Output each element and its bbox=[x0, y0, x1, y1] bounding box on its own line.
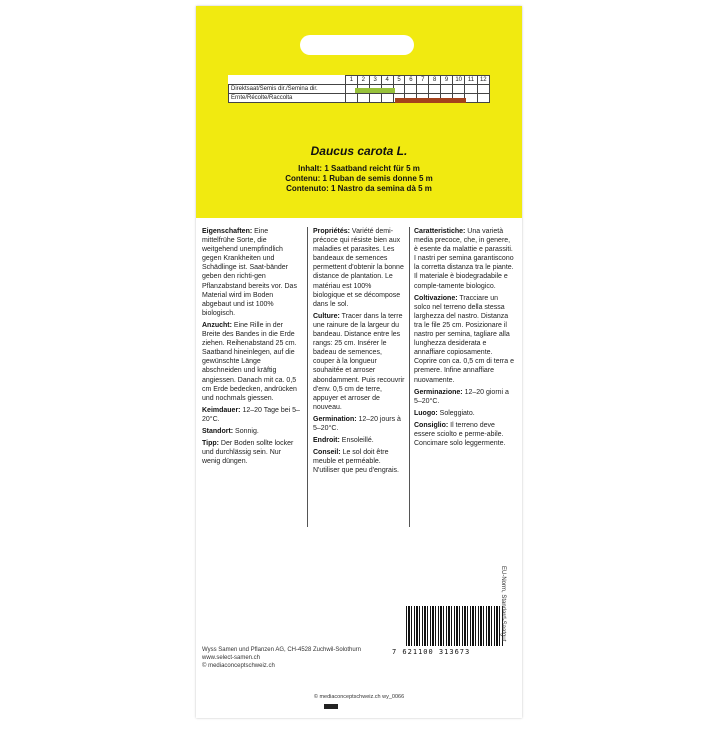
contents-fr: Contenu: 1 Ruban de semis donne 5 m bbox=[285, 174, 433, 183]
french-column bbox=[313, 227, 405, 478]
luogo-paragraph: Luogo: Soleggiato. bbox=[414, 409, 475, 417]
consiglio-paragraph: Consiglio: Il terreno deve essere sciolto e perme-abile. Concimare solo leggermente. bbox=[414, 421, 506, 448]
column-divider bbox=[307, 227, 308, 527]
month-1: 1 bbox=[346, 76, 358, 85]
bottom-credit: © mediaconceptschweiz.ch wy_0066 bbox=[313, 694, 405, 700]
company-address: Wyss Samen und Pflanzen AG, CH-4528 Zuchwil-Solothurn bbox=[202, 647, 362, 653]
month-5: 5 bbox=[393, 76, 405, 85]
germinazione-paragraph: Germinazione: 12–20 giorni a 5–20°C. bbox=[414, 388, 509, 405]
culture-paragraph: Culture: Tracer dans la terre une rainure de la largeur du bandeau. Distance entre les rangs: 25 cm. Insérer le badeau de semences, couper à la longueur souhaitée et arroser abondamment. Puis recouvrir d'env. 0,5 cm de terre, appuyer et arroser de nouveau. bbox=[313, 312, 405, 411]
harvest-row-label: Ernte/Récolte/Raccolta bbox=[229, 94, 346, 103]
month-11: 11 bbox=[465, 76, 477, 85]
month-12: 12 bbox=[477, 76, 489, 85]
month-3: 3 bbox=[369, 76, 381, 85]
caratteristiche-paragraph: Caratteristiche: Una varietà media precoce, che, in genere, è esente da malattie e parassiti. I nastri per semina garantiscono la corretta distanza tra le piante. Il materiale è biodegradabile e comple-tamente biologico. bbox=[414, 228, 514, 290]
endroit-paragraph: Endroit: Ensoleillé. bbox=[313, 437, 374, 445]
calendar-header-row bbox=[229, 76, 490, 85]
month-4: 4 bbox=[381, 76, 393, 85]
proprietes-paragraph: Propriétés: Variété demi-précoce qui résiste bien aux maladies et parasites. Les bandeaux de semences permettent d'obtenir la bonne distance de plantation. Le matériau est 100% biologique et se décompose dans le sol. bbox=[313, 228, 404, 308]
company-copyright: © mediaconceptschweiz.ch bbox=[202, 663, 275, 669]
contents-it: Contenuto: 1 Nastro da semina dà 5 m bbox=[286, 184, 432, 193]
standort-paragraph: Standort: Sonnig. bbox=[202, 427, 259, 435]
italian-column bbox=[414, 227, 514, 451]
anzucht-paragraph: Anzucht: Eine Rille in der Breite des Bandes in die Erde ziehen. Reihenabstand 25 cm. Saatband hineinlegen, auf die gewünschte Länge abschneiden und kräftig angiessen. Danach mit ca. 0,5 cm Erde bedecken, andrücken und nochmals giessen. bbox=[202, 321, 297, 402]
yellow-header-panel bbox=[196, 6, 522, 218]
company-website: www.select-samen.ch bbox=[202, 655, 261, 661]
seed-packet-back bbox=[196, 6, 522, 718]
month-7: 7 bbox=[417, 76, 429, 85]
month-10: 10 bbox=[453, 76, 465, 85]
month-9: 9 bbox=[441, 76, 453, 85]
tipp-paragraph: Tipp: Der Boden sollte locker und durchlässig sein. Nur wenig düngen. bbox=[202, 440, 294, 466]
month-8: 8 bbox=[429, 76, 441, 85]
contents-block bbox=[196, 164, 522, 194]
german-column bbox=[202, 227, 300, 469]
barcode bbox=[406, 606, 504, 648]
month-6: 6 bbox=[405, 76, 417, 85]
germination-paragraph: Germination: 12–20 jours à 5–20°C. bbox=[313, 415, 401, 432]
sowing-period-bar bbox=[355, 88, 395, 93]
hang-hole bbox=[300, 35, 414, 55]
sowing-row-label: Direktsaat/Semis dir./Semina dir. bbox=[229, 85, 346, 94]
coltivazione-paragraph: Coltivazione: Tracciare un solco nel terreno della stessa larghezza del nastro. Distanza tra le file 25 cm. Posizionare il nastro per semina, tagliare alla lunghezza desiderata e annaffiare copiosamente. Coprire con ca. 0,5 cm di terra e premere. Infine annaffiare nuovamente. bbox=[414, 294, 514, 384]
contents-de: Inhalt: 1 Saatband reicht für 5 m bbox=[298, 164, 420, 173]
barcode-number: 7 621100 313673 bbox=[392, 646, 508, 656]
vertical-norm-note: EU-Norm, Standard-Saatgut bbox=[500, 566, 506, 642]
column-divider bbox=[409, 227, 410, 527]
harvest-period-bar bbox=[395, 98, 466, 103]
product-title: Daucus carota L. bbox=[310, 144, 408, 158]
month-2: 2 bbox=[357, 76, 369, 85]
keimdauer-paragraph: Keimdauer: 12–20 Tage bei 5–20°C. bbox=[202, 406, 300, 423]
conseil-paragraph: Conseil: Le sol doit être meuble et perméable. N'utiliser que peu d'engrais. bbox=[313, 449, 399, 475]
company-footer bbox=[202, 646, 361, 670]
bottom-logo bbox=[324, 704, 338, 709]
eigenschaften-paragraph: Eigenschaften: Eine mittelfrühe Sorte, die weitgehend unempfindlich gegen Krankheiten und Schädlinge ist. Saat-bänder geben den richti-gen Pflanzabstand bereits vor. Das Material wird im Boden abgebaut und ist 100% biologisch. bbox=[202, 228, 297, 317]
